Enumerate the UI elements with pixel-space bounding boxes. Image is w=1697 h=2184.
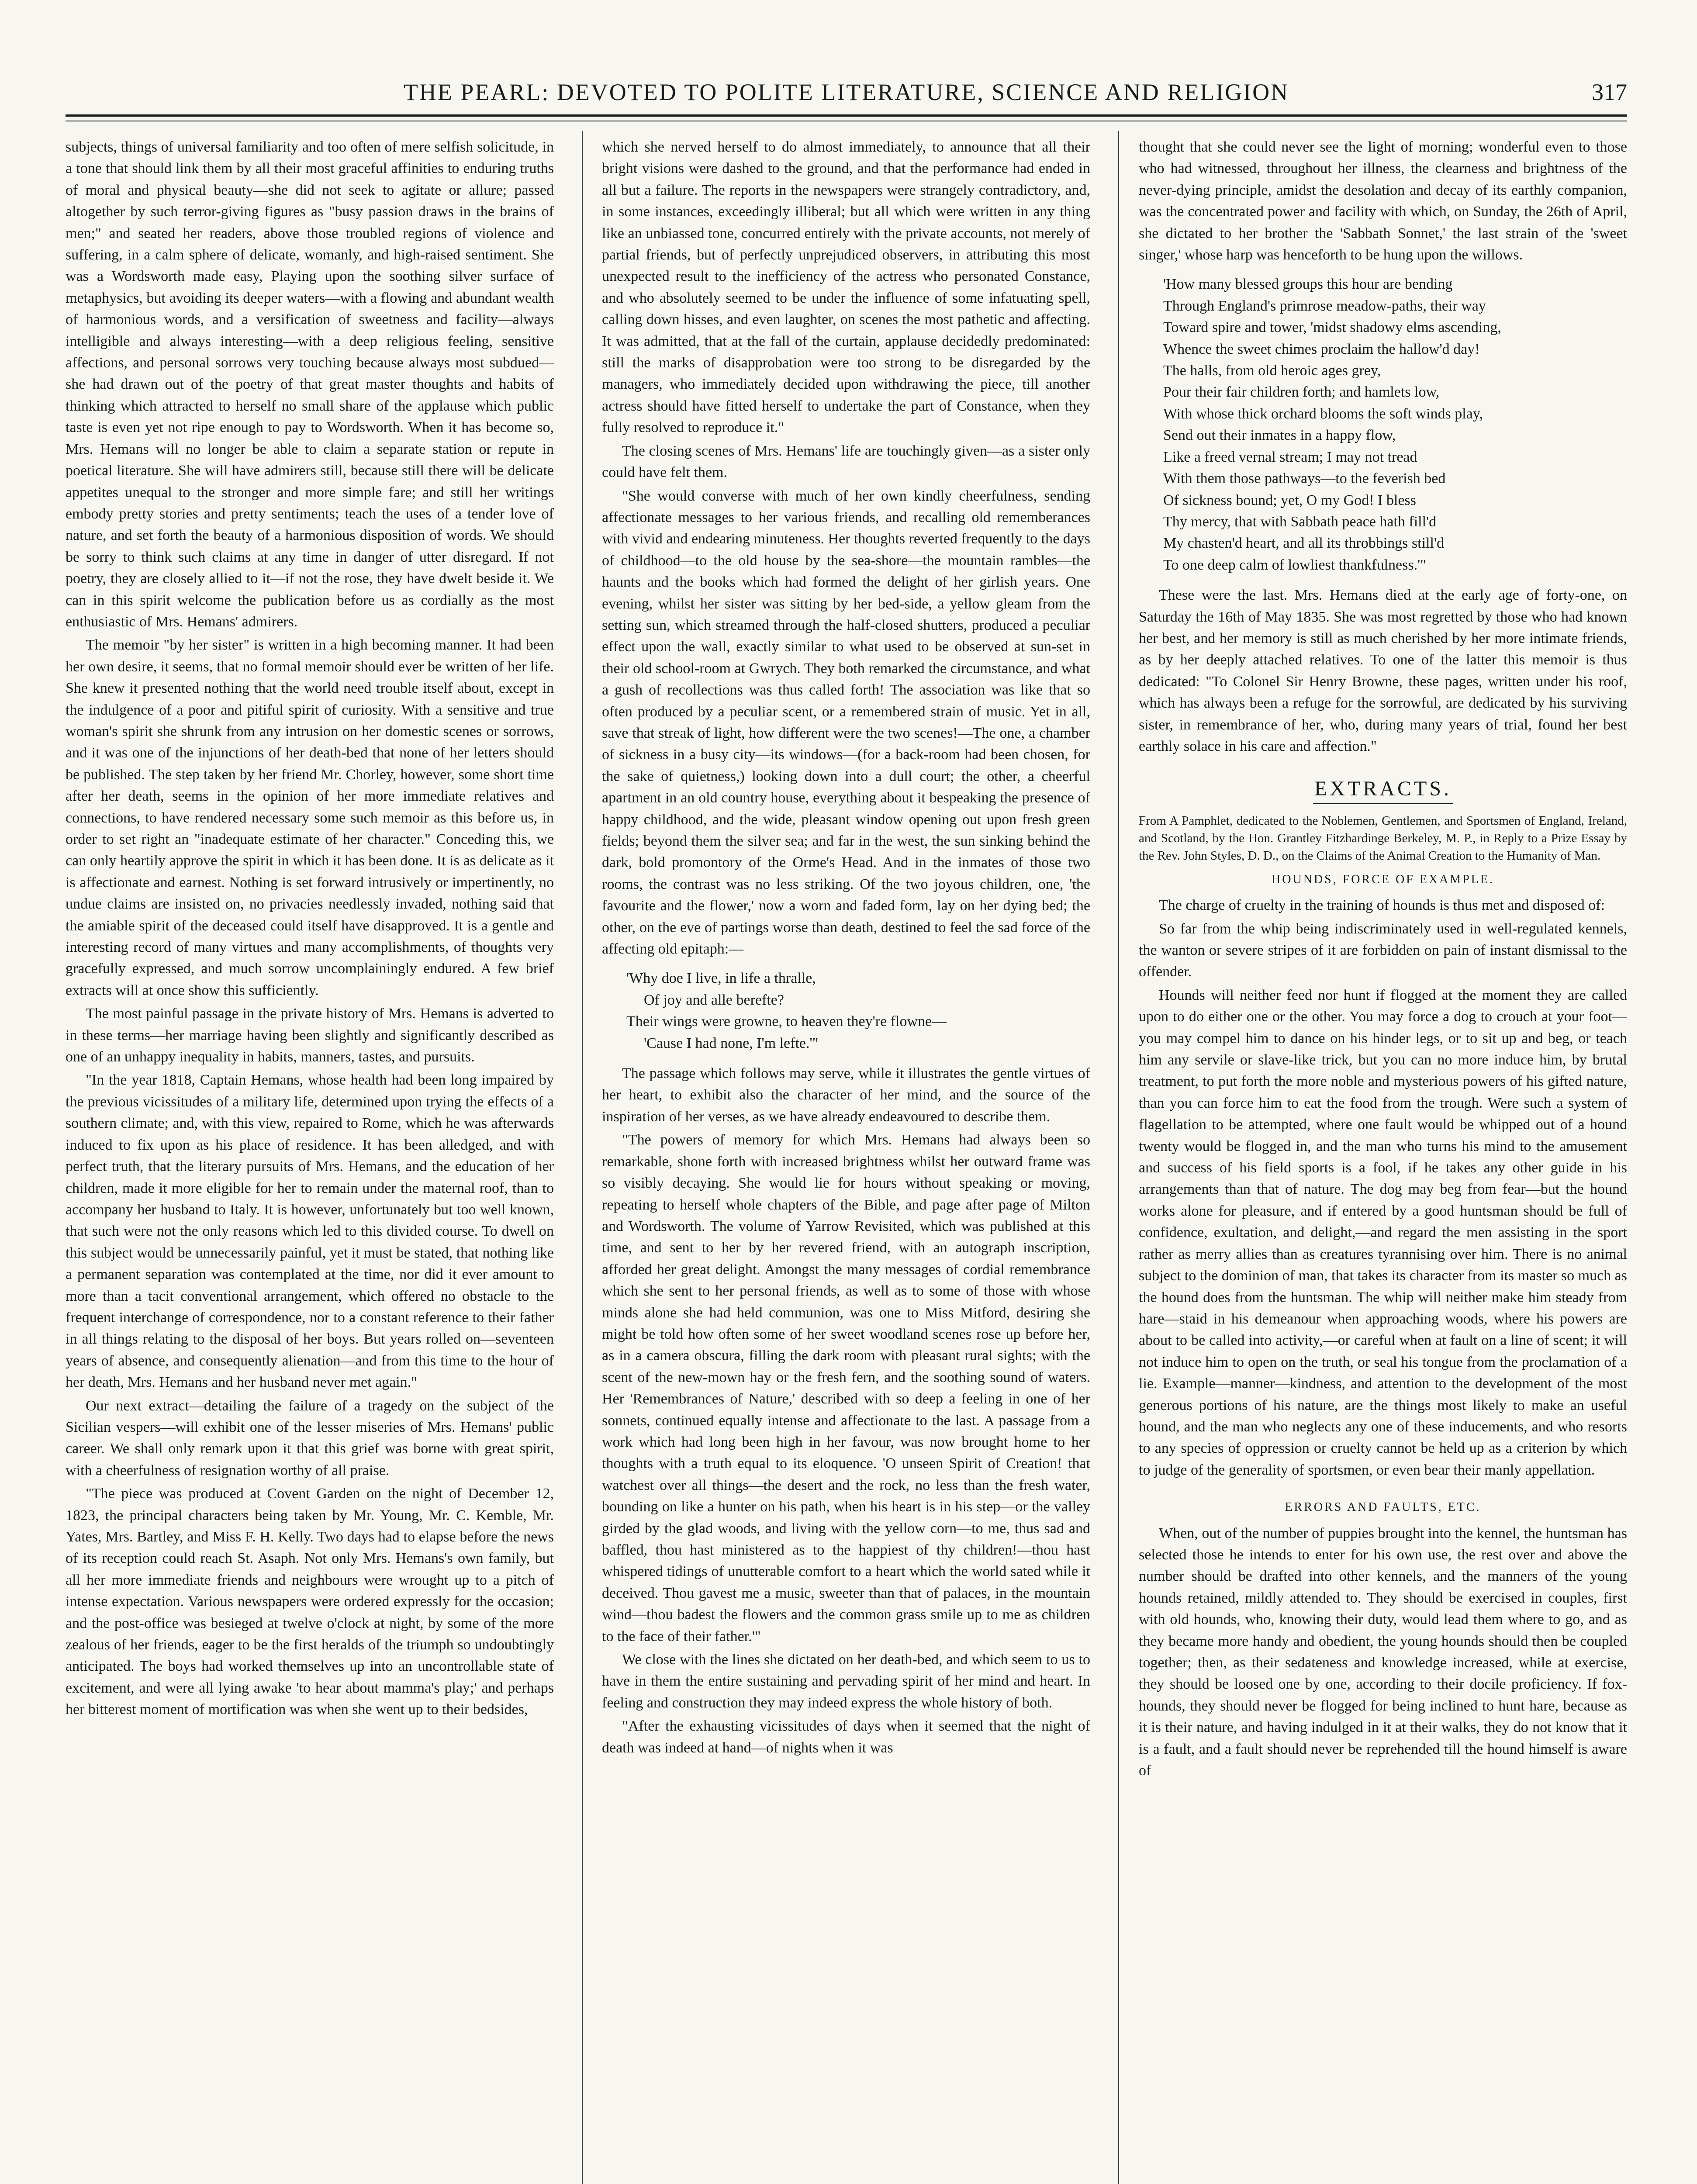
quoted-paragraph: "The powers of memory for which Mrs. Hemans had always been so remarkable, shone forth with increased brightness whilst her outward frame was so visibly decaying. She would lie for hours without speaking or moving, repeating to herself whole chapters of the Bible, and page after page of Milton and Wordsworth. The volume of Yarrow Revisited, which was published at this time, and sent to her by her revered friend, with an autograph inscription, afforded her great delight. Amongst the many messages of cordial remembrance which she sent to her personal friends, as well as to some of those with whose minds alone she had held communion, was one to Miss Mitford, desiring she might be told how often some of her sweet woodland scenes rose up before her, as in a camera obscura, filling the dark room with pleasant rural sights; with the scent of the new-mown hay or the fresh fern, and the soothing sound of waters. Her 'Remembrances of Nature,' described with so deep a feeling in one of her sonnets, continued equally intense and affectionate to the last. A passage from a work which had long been high in her favour, was now brought home to her thoughts with a truth equal to its eloquence. 'O unseen Spirit of Creation! that watchest over all things—the desert and the rock, no less than the fresh water, bounding on like a hunter on his path, when his heart is in his step—or the valley girded by the glad woods, and living with the yellow corn—to me, thus sad and baffled, thou hast ministered as to the happiest of thy children!—thou hast whispered tidings of unutterable comfort to a heart which the world sated while it deceived. Thou gavest me a music, sweeter than that of palaces, in the mountain wind—thou badest the flowers and the common grass smile up to me as children to the face of their father.'": [602, 1132, 1090, 1645]
column-divider: [1118, 131, 1119, 2184]
page-number: 317: [1592, 79, 1627, 105]
epitaph-verse: [602, 968, 1090, 1054]
paragraph: The passage which follows may serve, while it illustrates the gentle virtues of her heart, to exhibit also the character of her mind, and the source of the inspiration of her verses, as we have already endeavoured to describe them.: [602, 1065, 1090, 1125]
verse-line: Like a freed vernal stream; I may not tread: [1163, 449, 1417, 465]
quoted-paragraph: "The piece was produced at Covent Garden on the night of December 12, 1823, the principal characters being taken by Mr. Young, Mr. C. Kemble, Mr. Yates, Mrs. Bartley, and Miss F. H. Kelly. Two days had to elapse before the news of its reception could reach St. Asaph. Not only Mrs. Hemans's own family, but all her more immediate friends and neighbours were wrought up to a pitch of intense expectation. Various newspapers were ordered expressly for the occasion; and the post-office was besieged at twelve o'clock at night, by some of the more zealous of her friends, eager to be the first heralds of the triumph so undoubtingly anticipated. The boys had worked themselves up into an uncontrollable state of excitement, and were all lying awake 'to hear about mamma's play;' and perhaps her bitterest moment of mortification was when she went up to their bedsides,: [66, 1486, 554, 1718]
column-divider: [582, 131, 583, 2184]
verse-line: With whose thick orchard blooms the soft winds play,: [1163, 405, 1483, 422]
heading-rule: [1313, 803, 1453, 804]
subheading-errors: ERRORS AND FAULTS, ETC.: [1285, 1500, 1481, 1514]
paragraph: which she nerved herself to do almost immediately, to announce that all their bright visions were dashed to the ground, and that the performance had ended in all but a failure. The reports in the newspapers were strangely contradictory, and, in some instances, exceedingly illiberal; but all which were written in any thing like an unbiassed tone, concurred entirely with the private accounts, not merely of partial friends, but of perfectly unprejudiced observers, in attributing this most unexpected result to the inefficiency of the actress who personated Constance, and who absolutely seemed to be under the influence of some infatuating spell, calling down hisses, and even laughter, on scenes the most pathetic and affecting. It was admitted, that at the fall of the curtain, applause decidedly predominated: still the marks of disapprobation were too strong to be disregarded by the managers, who immediately decided upon withdrawing the piece, till another actress should have fitted herself to undertake the part of Constance, when they fully resolved to reproduce it.": [602, 139, 1090, 436]
paragraph: These were the last. Mrs. Hemans died at the early age of forty-one, on Saturday the 16th of May 1835. She was most regretted by those who had known her best, and her memory is still as much cherished by her more intimate friends, as by her deeply attached relatives. To one of the latter this memoir is thus dedicated: "To Colonel Sir Henry Browne, these pages, written under his roof, which has always been a refuge for the sorrowful, are dedicated by his surviving sister, in remembrance of her, who, during many years of trial, found her best earthly solace in his care and affection.": [1139, 587, 1627, 754]
verse-line: Whence the sweet chimes proclaim the hallow'd day!: [1163, 341, 1480, 357]
verse-line: My chasten'd heart, and all its throbbings still'd: [1163, 535, 1445, 552]
column-left: [66, 136, 554, 2184]
paragraph: The memoir "by her sister" is written in a high becoming manner. It had been her own desire, it seems, that no formal memoir should ever be written of her life. She knew it presented nothing that the world need trouble itself about, except in the indulgence of a poor and pitiful spirit of curiosity. With a sensitive and true woman's spirit she shrunk from any intrusion on her domestic scenes or sorrows, and it was one of the injunctions of her death-bed that none of her letters should be published. The step taken by her friend Mr. Chorley, however, some short time after her death, seems in the opinion of her more immediate relatives and connections, to have rendered necessary some such memoir as this before us, in order to set right an "inadequate estimate of her character." Conceding this, we can only heartily approve the spirit in which it has been done. It is as delicate as it is affectionate and earnest. Nothing is set forward intrusively or impertinently, no undue claims are insisted on, no privacies needlessly invaded, nothing said that the amiable spirit of the deceased could itself have disapproved. It is a gentle and interesting record of many virtues and many accomplishments, of thoughts very gracefully expressed, and much sorrow uncomplainingly endured. A few brief extracts will at once show this sufficiently.: [66, 637, 554, 999]
verse-line: Of sickness bound; yet, O my God! I bless: [1163, 492, 1416, 508]
verse-line: With them those pathways—to the feverish bed: [1163, 470, 1446, 487]
paragraph: thought that she could never see the light of morning; wonderful even to those who had witnessed, throughout her illness, the clearness and brightness of the never-dying principle, amidst the desolation and decay of its earthly companion, was the concentrated power and facility with which, on Sunday, the 26th of April, she dictated to her brother the 'Sabbath Sonnet,' the last strain of the 'sweet singer,' whose harp was henceforth to be hung upon the willows.: [1139, 139, 1627, 263]
header-rule-thick: [66, 114, 1627, 117]
running-head: [66, 79, 1627, 109]
subheading-hounds: HOUNDS, FORCE OF EXAMPLE.: [1272, 872, 1494, 886]
extracts-heading: EXTRACTS.: [1314, 777, 1452, 801]
verse-line: To one deep calm of lowliest thankfulness.'": [1163, 556, 1427, 573]
verse-line: Toward spire and tower, 'midst shadowy elms ascending,: [1163, 319, 1501, 336]
verse-line: Through England's primrose meadow-paths, their way: [1163, 297, 1486, 314]
verse-line: 'Why doe I live, in life a thralle,: [626, 970, 816, 987]
paragraph: The charge of cruelty in the training of hounds is thus met and disposed of:: [1159, 897, 1605, 914]
verse-line: Their wings were growne, to heaven they're flowne—: [626, 1013, 947, 1030]
paragraph: The closing scenes of Mrs. Hemans' life are touchingly given—as a sister only could have felt them.: [602, 442, 1090, 481]
publication-title: THE PEARL: DEVOTED TO POLITE LITERATURE, SCIENCE AND RELIGION: [403, 79, 1289, 105]
verse-line: Thy mercy, that with Sabbath peace hath fill'd: [1163, 513, 1437, 530]
verse-line: Pour their fair children forth; and hamlets low,: [1163, 384, 1440, 401]
verse-line: Send out their inmates in a happy flow,: [1163, 427, 1396, 444]
verse-line: 'How many blessed groups this hour are bending: [1163, 276, 1453, 293]
quoted-paragraph: "In the year 1818, Captain Hemans, whose health had been long impaired by the previous vicissitudes of a military life, determined upon trying the effects of a southern climate; and, with this view, repaired to Rome, which he was afterwards induced to fix upon as his place of residence. It has been alledged, and with perfect truth, that the literary pursuits of Mrs. Hemans, and the education of her children, made it more eligible for her to remain under the maternal roof, than to accompany her husband to Italy. It is however, unfortunately but too well known, that such were not the only reasons which led to this divided course. To dwell on this subject would be unnecessarily painful, yet it must be stated, that nothing like a permanent separation was contemplated at the time, nor did it ever amount to more than a tacit conventional arrangement, which offered no obstacle to the frequent interchange of correspondence, nor to a constant reference to their father in all things relating to the disposal of her boys. But years rolled on—seventeen years of absence, and consequently alienation—and from this time to the hour of her death, Mrs. Hemans and her husband never met again.": [66, 1072, 554, 1391]
verse-line: The halls, from old heroic ages grey,: [1163, 363, 1381, 379]
paragraph: The most painful passage in the private history of Mrs. Hemans is adverted to in these terms—her marriage having been slightly and significantly described as one of an unhappy inequality in habits, manners, tastes, and pursuits.: [66, 1006, 554, 1065]
sabbath-sonnet: [1139, 273, 1627, 576]
paragraph: When, out of the number of puppies brought into the kennel, the huntsman has selected those he intends to enter for his own use, the rest over and above the number should be drafted into other kennels, and the manners of the young hounds retained, mildly attended to. They should be exercised in couples, first with old hounds, who, knowing their duty, would lead them where to go, and as they became more handy and obedient, the young hounds should then be coupled together; then, as their sedateness and knowledge increased, while at exercise, they should be loosed one by one, according to their docile proficiency. If fox-hounds, they should never be flogged for being inclined to hunt hare, because as it is their nature, and having indulged in it at their walks, they do not know that it is a fault, and a fault should never be reprehended till the hound himself is aware of: [1139, 1525, 1627, 1779]
column-right: [1139, 136, 1627, 2184]
quoted-paragraph: "She would converse with much of her own kindly cheerfulness, sending affectionate messages to her various friends, and recalling old rememberances with vivid and endearing minuteness. Her thoughts reverted frequently to the days of childhood—to the old house by the sea-shore—the mountain rambles—the haunts and the books which had formed the delight of her girlish years. One evening, whilst her sister was sitting by her bed-side, a yellow gleam from the setting sun, which streamed through the half-closed shutters, produced a peculiar effect upon the wall, exactly similar to what used to be observed at sun-set in their old school-room at Gwrych. They both remarked the circumstance, and what a gush of recollections was thus called forth! The association was like that so often produced by a peculiar scent, or a remembered strain of music. Yet in all, save that streak of light, how different were the two scenes!—The one, a chamber of sickness in a busy city—its windows—(for a back-room had been chosen, for the sake of quietness,) looking down into a dull court; the other, a cheerful apartment in an old country house, everything about it bespeaking the presence of happy childhood, and the wide, pleasant window opening out upon fresh green fields; beyond them the silver sea; and far in the west, the sun sinking behind the dark, bold promontory of the Orme's Head. And in the inmates of those two rooms, the contrast was no less striking. Of the two joyous children, one, 'the favourite and the flower,' now a worn and faded form, lay on her dying bed; the other, on the eve of partings worse than death, destined to feel the sad force of the affecting old epitaph:—: [602, 487, 1090, 957]
paragraph: Our next extract—detailing the failure of a tragedy on the subject of the Sicilian vespers—will exhibit one of the lesser miseries of Mrs. Hemans' public career. We shall only remark upon it that this grief was borne with great spirit, with a cheerfulness of resignation worthy of all praise.: [66, 1397, 554, 1479]
paragraph: We close with the lines she dictated on her death-bed, and which seem to us to have in them the entire sustaining and pervading spirit of her mind and heart. In feeling and construction they may indeed express the whole history of both.: [602, 1652, 1090, 1711]
paragraph: subjects, things of universal familiarity and too often of mere selfish solicitude, in a tone that should link them by all their most graceful affinities to enduring truths of moral and physical beauty—she did not seek to agitate or allure; passed altogether by such terror-giving figures as "busy passion draws in the brains of men;" and seated her readers, above those troubled regions of violence and suffering, in a calm sphere of delicate, womanly, and high-raised sentiment. She was a Wordsworth made easy, Playing upon the soothing silver surface of metaphysics, but avoiding its deeper waters—with a flowing and abundant wealth of harmonious words, and a versification of sweetness and facility—always intelligible and always interesting—with a deep religious feeling, sensitive affections, and personal sorrows very touching because always most subdued—she had drawn out of the poetry of that great master thoughts and habits of thinking which attracted to herself no small share of the applause which public taste is even yet not ripe enough to pay to Wordsworth. When it has become so, Mrs. Hemans will no longer be able to claim a separate station or repute in poetical literature. She will have admirers still, because still there will be delicate appetites unequal to the stronger and more simple fare; and still her writings embody pretty stories and pretty sentiments; teach the uses of a tender love of nature, and set forth the beauty of a harmonious disposition of words. We should be sorry to think such claims at any time in danger of utter disregard. If not poetry, they are closely allied to it—if not the rose, they have dwelt beside it. We can in this spirit welcome the publication before us as cordially as the most enthusiastic of Mrs. Hemans' admirers.: [66, 139, 554, 630]
verse-line: 'Cause I had none, I'm lefte.'": [644, 1035, 819, 1051]
paragraph: Hounds will neither feed nor hunt if flogged at the moment they are called upon to do either one or the other. You may force a dog to crouch at your foot—you may compel him to dance on his hinder legs, or to sit up and beg, or teach him any servile or slave-like trick, but you can no more induce him, by brutal treatment, to put forth the more noble and mysterious powers of his gifted nature, than you can force him to eat the food from the trough. Were such a system of flagellation to be attempted, where one fault would be whipped out of a hound twenty would be flogged in, and the man who turns his mind to the amusement and success of his field sports is a fool, if he takes any other guide in his arrangements than that of nature. The dog may beg from fear—but the hound works alone for pleasure, and if entered by a good huntsman should be full of confidence, exultation, and delight,—and regard the men assisting in the sport rather as merry allies than as creatures tyrannising over him. There is no animal subject to the dominion of man, that takes its character from its master so much as the hound does from the huntsman. The whip will neither make him steady from hare—staid in his demeanour when approaching woods, where his powers are about to be called into activity,—or careful when at fault on a line of scent; it will not induce him to open on the truth, or seal his tongue from the proclamation of a lie. Example—manner—kindness, and attention to the development of the most generous portions of his nature, are the things most likely to make an useful hound, and the man who neglects any one of these inducements, and who resorts to any species of oppression or cruelty cannot be held up as a criterion by which to judge of the generality of sportsmen, or even bear their manly appellation.: [1139, 987, 1627, 1478]
column-middle: [602, 136, 1090, 2184]
paragraph: So far from the whip being indiscriminately used in well-regulated kennels, the wanton or severe stripes of it are forbidden on pain of instant dismissal to the offender.: [1139, 920, 1627, 980]
verse-line: Of joy and alle berefte?: [644, 992, 784, 1008]
source-note: From A Pamphlet, dedicated to the Noblemen, Gentlemen, and Sportsmen of England, Ireland, and Scotland, by the Hon. Grantley Fitzhardinge Berkeley, M. P., in Reply to a Prize Essay by the Rev. John Styles, D. D., on the Claims of the Animal Creation to the Humanity of Man.: [1139, 813, 1627, 863]
quoted-paragraph: "After the exhausting vicissitudes of days when it seemed that the night of death was indeed at hand—of nights when it was: [602, 1718, 1090, 1756]
